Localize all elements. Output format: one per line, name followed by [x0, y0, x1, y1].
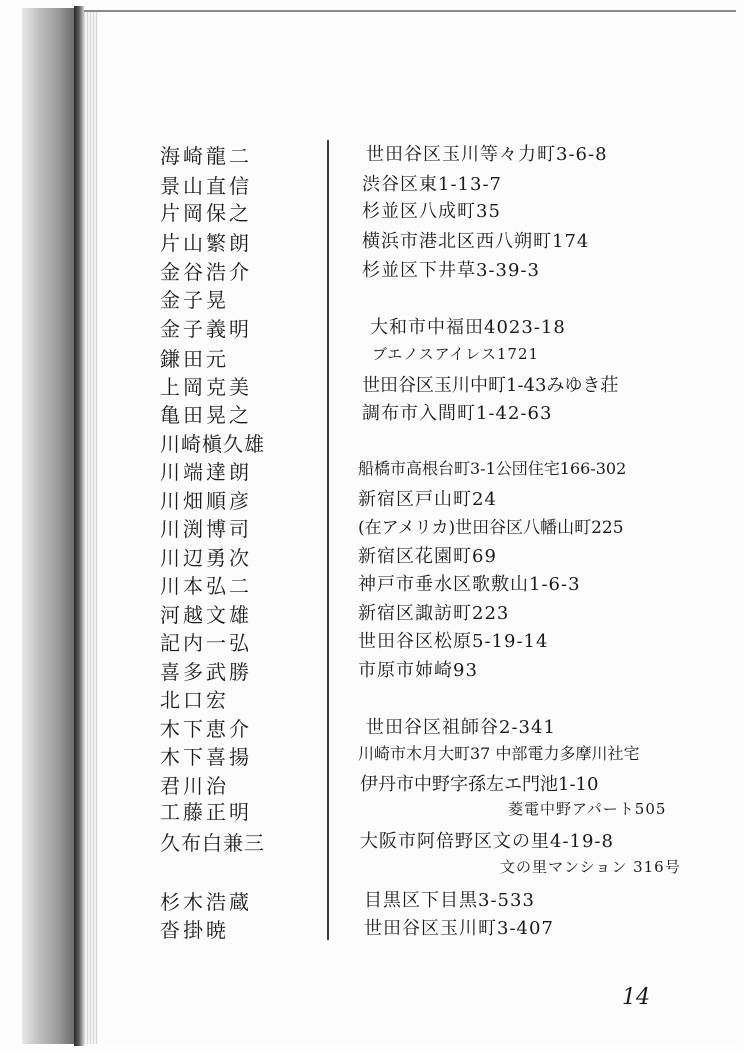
- member-name: 沓掛暁: [160, 918, 229, 942]
- member-name: 喜多武勝: [160, 660, 252, 684]
- member-name: 北口宏: [160, 688, 229, 712]
- list-item: [0, 399, 744, 426]
- list-item: [0, 827, 744, 854]
- member-address: 世田谷区祖師谷2-341: [366, 717, 556, 738]
- address-continuation: 菱電中野アパート505: [508, 800, 667, 818]
- list-item: [0, 256, 744, 283]
- list-item: [0, 542, 744, 569]
- member-address: 大阪市阿倍野区文の里4-19-8: [360, 831, 614, 852]
- list-item: [0, 627, 744, 654]
- member-name: 金子晃: [160, 288, 229, 312]
- member-address: 杉並区下井草3-39-3: [362, 260, 540, 281]
- member-address: 新宿区諏訪町223: [358, 603, 510, 624]
- member-name: 木下恵介: [160, 717, 252, 741]
- member-name: 上岡克美: [160, 375, 252, 399]
- list-item: [0, 856, 744, 883]
- member-address: 世田谷区玉川町3-407: [364, 918, 554, 939]
- member-address: 世田谷区玉川等々力町3-6-8: [366, 144, 608, 165]
- member-address: 杉並区八成町35: [362, 201, 501, 222]
- list-item: [0, 284, 744, 311]
- list-item: [0, 770, 744, 797]
- member-name: 鎌田元: [160, 347, 229, 371]
- member-name: 海崎龍二: [160, 144, 252, 168]
- member-name: 亀田晃之: [160, 403, 252, 427]
- member-name: 景山直信: [160, 174, 252, 198]
- member-name: 片岡保之: [160, 201, 252, 225]
- list-item: [0, 886, 744, 913]
- list-item: [0, 428, 744, 455]
- member-name: 川端達朗: [160, 460, 252, 484]
- list-item: [0, 570, 744, 597]
- member-address: 横浜市港北区西八朔町174: [362, 231, 590, 252]
- list-item: [0, 513, 744, 540]
- member-name: 金谷浩介: [160, 260, 252, 284]
- list-item: [0, 170, 744, 197]
- member-address: 調布市入間町1-42-63: [362, 403, 553, 424]
- list-item: [0, 313, 744, 340]
- member-name: 川辺勇次: [160, 546, 252, 570]
- page-number: 14: [622, 985, 650, 1010]
- member-name: 河越文雄: [160, 603, 252, 627]
- member-name: 片山繁朗: [160, 231, 252, 255]
- member-name: 川畑順彦: [160, 489, 252, 513]
- list-item: [0, 796, 744, 823]
- member-name: 工藤正明: [160, 800, 252, 824]
- member-address: 大和市中福田4023-18: [370, 317, 566, 338]
- list-item: [0, 599, 744, 626]
- member-name: 金子義明: [160, 317, 252, 341]
- member-name: 久布白兼三: [160, 831, 265, 855]
- member-address: 伊丹市中野字孫左エ門池1-10: [360, 774, 599, 795]
- member-name: 記内一弘: [160, 631, 252, 655]
- member-name: 君川治: [160, 774, 229, 798]
- list-item: [0, 684, 744, 711]
- list-item: [0, 741, 744, 768]
- list-item: [0, 656, 744, 683]
- member-address: 目黒区下目黒3-533: [364, 890, 535, 911]
- address-continuation: 文の里マンション 316号: [500, 858, 681, 876]
- member-address: 世田谷区松原5-19-14: [358, 631, 549, 652]
- member-address: 神戸市垂水区歌敷山1-6-3: [358, 574, 581, 595]
- member-address: 新宿区花園町69: [358, 546, 497, 567]
- member-name: 木下喜揚: [160, 745, 252, 769]
- list-item: [0, 485, 744, 512]
- list-item: [0, 343, 744, 370]
- member-address: 市原市姉崎93: [358, 660, 478, 681]
- member-name: 川渕博司: [160, 517, 252, 541]
- member-address: 川崎市木月大町37 中部電力多摩川社宅: [358, 744, 640, 763]
- member-name: 川崎槇久雄: [160, 432, 265, 456]
- member-name: 川本弘二: [160, 574, 252, 598]
- list-item: [0, 914, 744, 941]
- list-item: [0, 140, 744, 167]
- member-address: 新宿区戸山町24: [358, 489, 497, 510]
- member-address: 船橋市高根台町3-1公団住宅166-302: [358, 459, 627, 478]
- member-name: 杉木浩蔵: [160, 890, 252, 914]
- member-address: ブエノスアイレス1721: [372, 345, 540, 363]
- list-item: [0, 197, 744, 224]
- list-item: [0, 227, 744, 254]
- member-address: (在アメリカ)世田谷区八幡山町225: [358, 518, 624, 538]
- member-address: 世田谷区玉川中町1-43みゆき荘: [362, 375, 619, 396]
- list-item: [0, 456, 744, 483]
- list-item: [0, 713, 744, 740]
- list-item: [0, 371, 744, 398]
- member-address: 渋谷区東1-13-7: [362, 174, 502, 195]
